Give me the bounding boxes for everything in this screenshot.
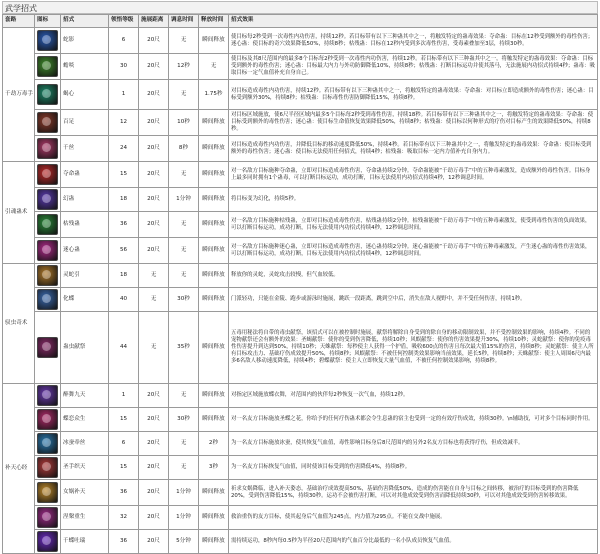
skill-range: 20尺 (139, 480, 169, 506)
table-row (3, 432, 598, 456)
skill-icon (37, 189, 58, 210)
skill-effect: 对目标区域施放，使6尺半径区域内最多5个目标每2秒受到毒性伤害，持续18秒。若目标带有以下三种蛊其中之一，将触发特定的蛊毒效果：夺命蛊：使目标受到额外的毒性伤害；迷心蛊：使目标生命值恢复效果降低50%，持续8秒；枯残蛊：使目标以何种形式的疗伤对目标产生的效果降低50%，持续8秒。 (229, 110, 598, 136)
header-row (3, 15, 598, 28)
skill-icon (37, 164, 58, 185)
skill-icon (37, 457, 58, 478)
skill-range: 20尺 (139, 506, 169, 530)
skill-cooldown: 12秒 (169, 54, 199, 80)
skill-cooldown: 30秒 (169, 408, 199, 432)
table-row (3, 54, 598, 80)
skill-cooldown: 无 (169, 28, 199, 54)
skill-level: 36 (109, 480, 139, 506)
skill-name: 涅槃重生 (61, 506, 109, 530)
skill-range: 20尺 (139, 384, 169, 408)
skill-range: 20尺 (139, 28, 169, 54)
column-header: 招式 (61, 15, 109, 28)
skill-name: 夺命蛊 (61, 162, 109, 188)
skill-name: 千丝 (61, 136, 109, 162)
skill-cast-time: 瞬间释放 (199, 264, 229, 288)
skill-cast-time: 3秒 (199, 456, 229, 480)
skill-level: 56 (109, 238, 139, 264)
skill-name: 蟾啖 (61, 54, 109, 80)
table-row (3, 238, 598, 264)
skill-cast-time: 瞬间释放 (199, 212, 229, 238)
skill-range: 20尺 (139, 188, 169, 212)
skill-effect: 需持续运功，8秒内每0.5秒为半径20尺范围内的气血百分比最低的一名小队成员恢复气血值。 (229, 530, 598, 554)
skill-cast-time: 瞬间释放 (199, 110, 229, 136)
skill-cooldown: 35秒 (169, 312, 199, 384)
skill-name: 灵蛇引 (61, 264, 109, 288)
skill-icon-cell (35, 162, 61, 188)
table-row (3, 136, 598, 162)
skill-effect: 为一名友方目标施放冰蚕，使其恢复气血值，毒性影响目标身后8尺范围内的另外2名友方目标也将获得疗伤，但成效减半。 (229, 432, 598, 456)
skill-icon (37, 289, 58, 310)
skill-cooldown: 8秒 (169, 136, 199, 162)
skill-level: 15 (109, 162, 139, 188)
school-name: 驭虫奇术 (3, 264, 35, 384)
skill-effect: 对一名敌方目标施种迷心蛊，立即对目标造成毒性伤害，迷心蛊持续2分钟。迷心蛊能被“千劫万毒手”中的五种毒素激发，产生迷心蛊的毒性伤害效果，可以打断目标运功，成功打断，目标无法使用内功招式持续4秒，12秒调息时间。 (229, 238, 598, 264)
skill-cooldown: 无 (169, 384, 199, 408)
column-header: 图标 (35, 15, 61, 28)
skill-icon-cell (35, 238, 61, 264)
skill-effect: 对一名敌方目标施种夺命蛊，立即对目标造成毒性伤害，夺命蛊持续2分钟。夺命蛊能被“千劫万毒手”中的五种毒素激发，造成额外的毒性伤害。目标身上最多同时拥有1个蛊毒，可以打断目标运功，成功打断，目标无法使用内功招式持续4秒，12秒调息时间。 (229, 162, 598, 188)
table-row (3, 288, 598, 312)
skill-name: 蛊虫献祭 (61, 312, 109, 384)
skill-name: 圣手织天 (61, 456, 109, 480)
skill-name: 冰蚕牵丝 (61, 432, 109, 456)
skill-cooldown: 1分钟 (169, 188, 199, 212)
skill-icon (37, 214, 58, 235)
column-header: 施展距离 (139, 15, 169, 28)
skill-cast-time: 瞬间释放 (199, 312, 229, 384)
skill-cooldown: 无 (169, 432, 199, 456)
table-row (3, 212, 598, 238)
skill-cast-time: 2秒 (199, 432, 229, 456)
skill-icon-cell (35, 54, 61, 80)
table-row (3, 408, 598, 432)
table-row (3, 456, 598, 480)
skill-range: 20尺 (139, 110, 169, 136)
table-row (3, 264, 598, 288)
skill-icon (37, 482, 58, 503)
column-header: 领悟等级 (109, 15, 139, 28)
skill-cast-time: 瞬间释放 (199, 480, 229, 506)
skill-level: 15 (109, 456, 139, 480)
skill-level: 32 (109, 506, 139, 530)
skill-icon-cell (35, 212, 61, 238)
skill-cast-time: 瞬间释放 (199, 238, 229, 264)
skill-cooldown: 无 (169, 238, 199, 264)
skill-cooldown: 1分钟 (169, 506, 199, 530)
skill-level: 36 (109, 530, 139, 554)
table-row (3, 28, 598, 54)
skill-cooldown: 10秒 (169, 110, 199, 136)
skill-icon-cell (35, 136, 61, 162)
skill-icon-cell (35, 80, 61, 110)
skill-level: 6 (109, 432, 139, 456)
skill-cooldown: 1分钟 (169, 480, 199, 506)
skill-icon (37, 507, 58, 528)
skill-effect: 对指定区域施放蝶衣舞，对范围内的伙伴每2秒恢复一次气血，持续12秒。 (229, 384, 598, 408)
skill-cast-time: 瞬间释放 (199, 136, 229, 162)
skill-cooldown: 30秒 (169, 288, 199, 312)
column-header: 调息时间 (169, 15, 199, 28)
skill-cast-time: 1.75秒 (199, 80, 229, 110)
skill-icon-cell (35, 530, 61, 554)
skill-level: 1 (109, 384, 139, 408)
skill-icon (37, 138, 58, 159)
skill-name: 迷心蛊 (61, 238, 109, 264)
skill-range: 无 (139, 288, 169, 312)
skill-effect: 使目标每2秒受到一次毒性内功伤害，持续12秒。若目标带有以下三种蛊其中之一，将触发特定的蛊毒效果：夺命蛊：目标在12秒受到额外的毒性伤害；迷心蛊：使目标的奇穴效果降低50%，持续8秒；枯残蛊：目标在12秒内受到多次毒性伤害，受毒素叠加至3层，持续30秒。 (229, 28, 598, 54)
skill-range: 20尺 (139, 456, 169, 480)
skill-icon-cell (35, 288, 61, 312)
skill-range: 20尺 (139, 408, 169, 432)
table-row (3, 506, 598, 530)
skill-icon (37, 337, 58, 358)
skill-range: 20尺 (139, 432, 169, 456)
skill-level: 1 (109, 80, 139, 110)
skill-range: 20尺 (139, 136, 169, 162)
table-row (3, 188, 598, 212)
school-name: 补天心经 (3, 384, 35, 554)
skill-icon-cell (35, 506, 61, 530)
table-row (3, 110, 598, 136)
skill-icon-cell (35, 408, 61, 432)
page-title: 武学招式 (2, 1, 598, 14)
skill-effect: 门派轻功，只能在金陵、跑步或游泳时施展，跳跃一段距离，跳到空中后，消失在敌人视野中，并不受任何伤害，持续1秒。 (229, 288, 598, 312)
skill-icon (37, 240, 58, 261)
skill-icon (37, 433, 58, 454)
skill-name: 蝶恋众生 (61, 408, 109, 432)
skill-icon-cell (35, 264, 61, 288)
skill-icon-cell (35, 188, 61, 212)
column-header: 招式效果 (229, 15, 598, 28)
skill-icon-cell (35, 28, 61, 54)
skill-cooldown: 无 (169, 80, 199, 110)
skill-level: 18 (109, 264, 139, 288)
skill-name: 蛇影 (61, 28, 109, 54)
skill-icon (37, 112, 58, 133)
skill-level: 12 (109, 110, 139, 136)
skill-range: 20尺 (139, 238, 169, 264)
column-header: 套路 (3, 15, 35, 28)
skill-cooldown: 无 (169, 162, 199, 188)
skill-cast-time: 无 (199, 54, 229, 80)
skill-name: 醉舞九天 (61, 384, 109, 408)
table-row (3, 480, 598, 506)
skill-cooldown: 无 (169, 212, 199, 238)
skill-cooldown: 无 (169, 456, 199, 480)
skill-effect: 为一名友方目标恢复气血值，同时使该目标受到的伤害降低4%，持续8秒。 (229, 456, 598, 480)
skill-level: 6 (109, 28, 139, 54)
skill-cast-time: 瞬间释放 (199, 384, 229, 408)
skill-level: 40 (109, 288, 139, 312)
skill-name: 幻蛊 (61, 188, 109, 212)
skill-cast-time: 瞬间释放 (199, 28, 229, 54)
skill-icon-cell (35, 456, 61, 480)
skill-name: 枯残蛊 (61, 212, 109, 238)
skill-name: 蝎心 (61, 80, 109, 110)
skill-level: 15 (109, 408, 139, 432)
skill-effect: 对目标造成毒性内功伤害，并降低目标的移动速度降低50%，持续4秒。若目标带有以下三种蛊其中之一，将触发特定的蛊毒效果：夺命蛊：使目标受到额外的毒性伤害；迷心蛊：使目标无法使用任何招式，持续4秒；枯残蛊：吸取目标一定内力值补充自身内力。 (229, 136, 598, 162)
skill-icon-cell (35, 384, 61, 408)
skill-effect: 对目标造成毒性内功伤害，持续12秒。若目标带有以下三种蛊其中之一，将触发特定的蛊毒效果：夺命蛊：对目标立即造成额外的毒性伤害；迷心蛊：目标受到额外30%，持续8秒；枯残蛊：目标毒性伤害防御降低15%，持续8秒。 (229, 80, 598, 110)
column-header: 释放时间 (199, 15, 229, 28)
skill-level: 30 (109, 54, 139, 80)
skill-range: 20尺 (139, 80, 169, 110)
skill-cast-time: 瞬间释放 (199, 188, 229, 212)
skill-cooldown: 无 (169, 264, 199, 288)
skills-table (2, 14, 598, 554)
skill-effect: 救治重伤的友方目标，使其起身后气血值为245点，内力值为295点。不能在交战中施展。 (229, 506, 598, 530)
skill-effect: 对一名敌方目标施种枯残蛊，立即对目标造成毒性伤害，枯残蛊持续2分钟。枯残蛊能被“千劫万毒手”中的五种毒素激发，使受到毒性伤害的负面效果，可以打断目标运功，成功打断，目标无法使用内功招式持续4秒，12秒调息时间。 (229, 212, 598, 238)
skill-cast-time: 瞬间释放 (199, 506, 229, 530)
skill-cast-time: 瞬间释放 (199, 530, 229, 554)
skill-level: 36 (109, 212, 139, 238)
skill-icon (37, 30, 58, 51)
skill-icon-cell (35, 480, 61, 506)
skill-range: 无 (139, 312, 169, 384)
skill-effect: 对一名友方目标施放圣蝶之花，你给予的任何疗伤蛊术都会令生息蛊的宿主也受到一定的有效疗伤成效，持续30秒。\n辅助技，可对多个目标同时作用。 (229, 408, 598, 432)
skill-effect: 五毒用秘法将自带的毒虫献祭，该招式可以在被控制时施展，献祭将解除自身受到的除自身的移动限制效果，并不受控制效果的影响，持续4秒。不同的宠物献祭还会有额外的效果：圣蝎献祭：使你的受到伤害降低，持续10秒；风蜈献祭：使你的伤害效果提升30%，持续10秒；灵蛇献祭：使你的免疫毒性伤害提升到达到50%，持续10秒；天蛛献祭：每秒使主人获得一个护盾，吸收600点的伤害且每次最大值15%的伤害，持续8秒；灵蛇献祭：使主人所有目标攻击力、基础疗伤成效提升50%，持续8秒；风蜈献祭：不被任何控制类效果影响当前效果，延长5秒，持续8秒；天蛛献祭：使主人周围6尺内最多6名敌人移动速度降低，持续4秒；碧蝶献祭：使主人立即恢复大量气血值，不被任何控制效果影响，持续8秒。 (229, 312, 598, 384)
skill-icon (37, 409, 58, 430)
skill-name: 化蝶 (61, 288, 109, 312)
school-name: 引魂蛊术 (3, 162, 35, 264)
table-row (3, 384, 598, 408)
skill-range: 无 (139, 264, 169, 288)
skill-cast-time: 瞬间释放 (199, 408, 229, 432)
skill-cooldown: 5分钟 (169, 530, 199, 554)
skill-effect: 释放你的灵蛇，灵蛇攻击较慢，但气血较低。 (229, 264, 598, 288)
table-row (3, 530, 598, 554)
skill-level: 24 (109, 136, 139, 162)
skill-name: 千蝶吐瑞 (61, 530, 109, 554)
skill-effect: 祈求女娲降临，进入补天姿态，基础治疗成效提高50%，基础伤害降低50%，造成的伤害能在自身与目标之间转移，被治疗的目标受到的伤害降低20%，受到伤害降低15%，持续30秒。运功不会被伤害打断，可以对其他成效受到伤害而降低持续30秒，可以对其他成效受到伤害转移效果。 (229, 480, 598, 506)
skill-icon (37, 531, 58, 552)
skill-icon (37, 56, 58, 77)
table-row (3, 80, 598, 110)
skill-effect: 将目标变为幻化，持续5秒。 (229, 188, 598, 212)
skill-icon-cell (35, 312, 61, 384)
table-row (3, 312, 598, 384)
skill-icon-cell (35, 110, 61, 136)
skill-range: 20尺 (139, 212, 169, 238)
skill-name: 女娲补天 (61, 480, 109, 506)
skill-cast-time: 瞬间释放 (199, 288, 229, 312)
skill-range: 20尺 (139, 530, 169, 554)
skill-range: 20尺 (139, 162, 169, 188)
skill-icon (37, 385, 58, 406)
skill-cast-time: 瞬间释放 (199, 162, 229, 188)
school-name: 千劫万毒手 (3, 28, 35, 162)
skill-name: 百足 (61, 110, 109, 136)
table-row (3, 162, 598, 188)
skill-level: 44 (109, 312, 139, 384)
skill-range: 20尺 (139, 54, 169, 80)
skill-effect: 使目标及其8尺范围内的最多8个目标每2秒受到一次毒性内功伤害，持续12秒。若目标带有以下三种蛊其中之一，将触发特定的蛊毒效果：夺命蛊：目标受到额外的毒性伤害；迷心蛊：目标最大内力与外功防御降低10%，持续8秒；枯残蛊：打断目标运功并使其落马，无法施展内功招式持续4秒；蛊毒：吸取目标一定气血值补充自身自己。 (229, 54, 598, 80)
skill-icon (37, 84, 58, 105)
skill-icon (37, 265, 58, 286)
skill-level: 18 (109, 188, 139, 212)
skill-icon-cell (35, 432, 61, 456)
